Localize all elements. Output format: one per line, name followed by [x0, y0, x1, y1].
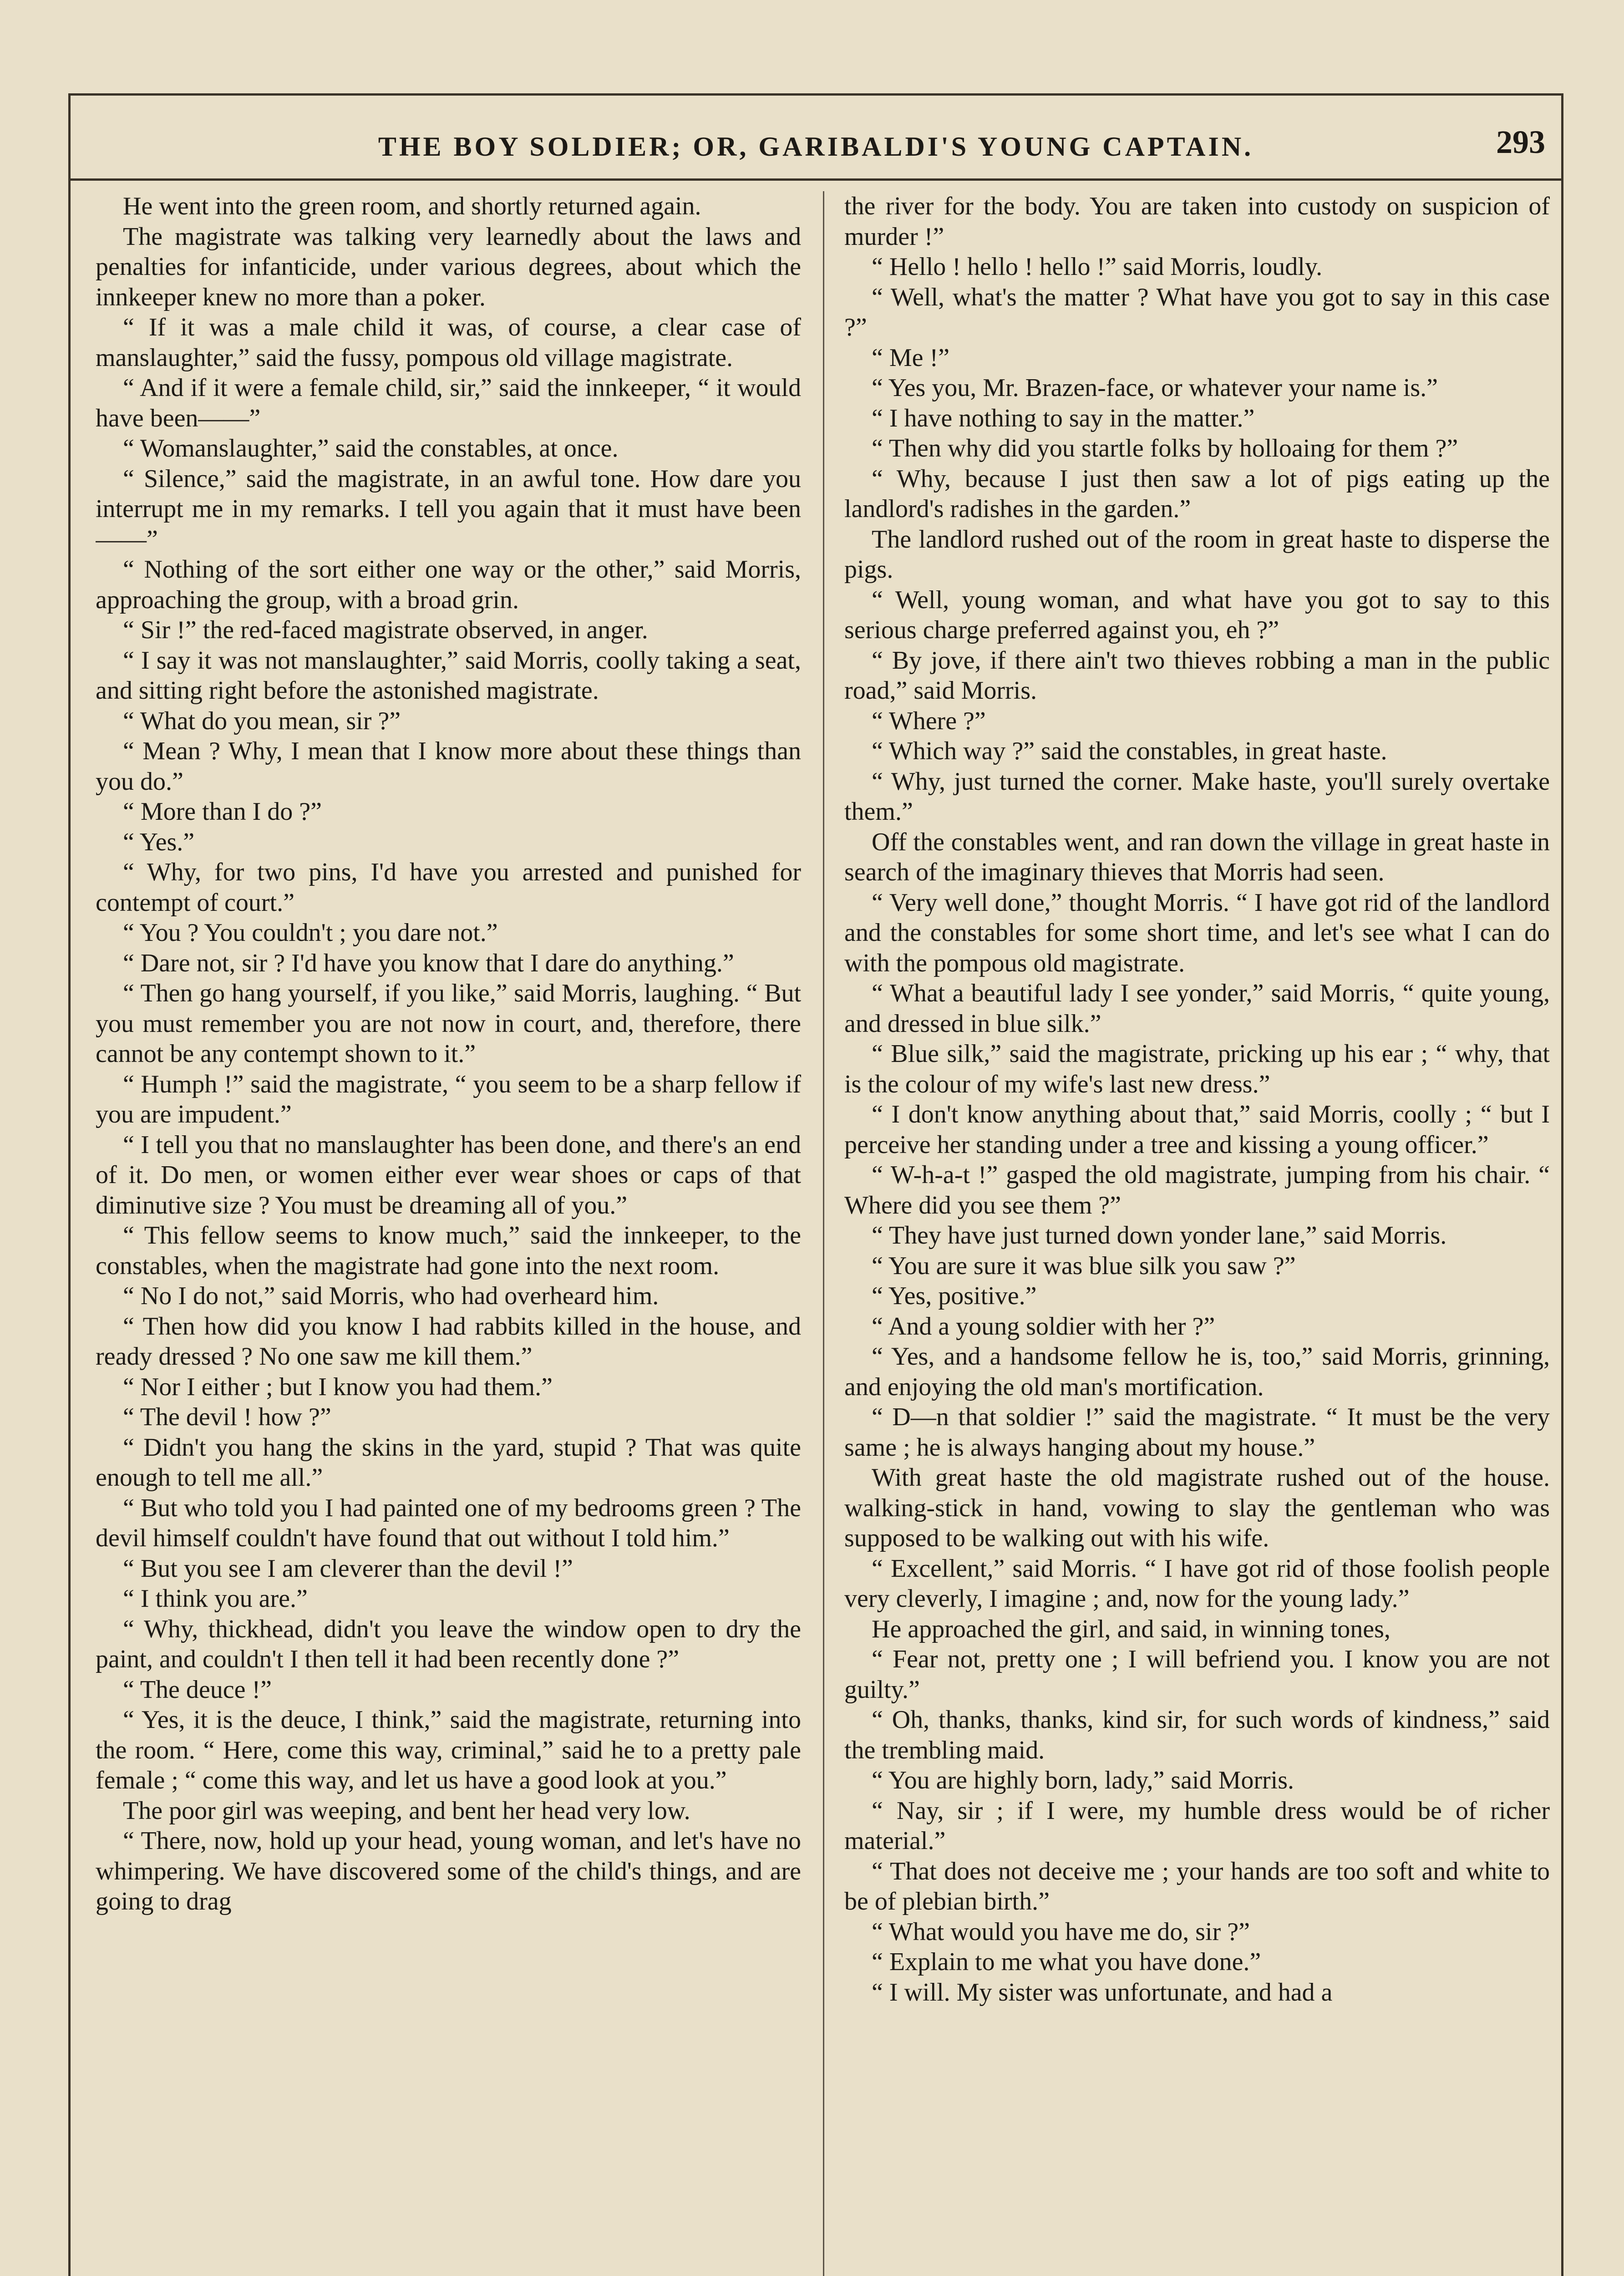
- paragraph: “ There, now, hold up your head, young woman, and let's have no whimpering. We have discovered some of the child's things, and are going to drag: [96, 1827, 801, 1915]
- paragraph: “ Why, because I just then saw a lot of pigs eating up the landlord's radishes in the garden.”: [844, 464, 1550, 523]
- paragraph: He went into the green room, and shortly returned again.: [123, 192, 701, 220]
- paragraph: With great haste the old magistrate rushed out of the house. walking-stick in hand, vowing to slay the gentleman who was supposed to be walking out with his wife.: [844, 1463, 1550, 1552]
- paragraph: “ Then how did you know I had rabbits killed in the house, and ready dressed ? No one saw me kill them.”: [96, 1312, 801, 1371]
- paragraph: “ Hello ! hello ! hello !” said Morris, loudly.: [872, 253, 1323, 281]
- paragraph: “ I say it was not manslaughter,” said Morris, coolly taking a seat, and sitting right before the astonished magistrate.: [96, 646, 801, 705]
- paragraph: Off the constables went, and ran down the village in great haste in search of the imaginary thieves that Morris had seen.: [844, 828, 1550, 886]
- paragraph: “ Why, for two pins, I'd have you arrested and punished for contempt of court.”: [96, 858, 801, 917]
- paragraph: “ Dare not, sir ? I'd have you know that I dare do anything.”: [123, 949, 734, 977]
- paragraph: “ But who told you I had painted one of my bedrooms green ? The devil himself couldn't have found that out without I told him.”: [96, 1494, 801, 1552]
- paragraph: He approached the girl, and said, in winning tones,: [872, 1615, 1391, 1643]
- paragraph: “ Which way ?” said the constables, in great haste.: [872, 737, 1387, 765]
- paragraph: “ Why, just turned the corner. Make haste, you'll surely overtake them.”: [844, 767, 1550, 826]
- paragraph: “ By jove, if there ain't two thieves robbing a man in the public road,” said Morris.: [844, 646, 1550, 705]
- paragraph: “ D—n that soldier !” said the magistrate. “ It must be the very same ; he is always hanging about my house.”: [844, 1403, 1550, 1462]
- paragraph: “ What would you have me do, sir ?”: [872, 1917, 1250, 1946]
- paragraph: “ Well, young woman, and what have you got to say to this serious charge preferred against you, eh ?”: [844, 585, 1550, 644]
- paragraph: “ They have just turned down yonder lane,” said Morris.: [872, 1221, 1447, 1250]
- paragraph: “ Nay, sir ; if I were, my humble dress would be of richer material.”: [844, 1796, 1550, 1855]
- paragraph: “ Womanslaughter,” said the constables, at once.: [123, 434, 619, 462]
- paragraph: The poor girl was weeping, and bent her head very low.: [123, 1796, 690, 1825]
- paragraph: “ Excellent,” said Morris. “ I have got rid of those foolish people very cleverly, I imagine ; and, now for the young lady.”: [844, 1554, 1550, 1613]
- column-divider: [823, 191, 824, 2276]
- paragraph: “ What do you mean, sir ?”: [123, 706, 401, 735]
- paragraph: “ The devil ! how ?”: [123, 1403, 331, 1431]
- paragraph: “ Humph !” said the magistrate, “ you seem to be a sharp fellow if you are impudent.”: [96, 1070, 801, 1128]
- paragraph: “ I think you are.”: [123, 1585, 308, 1613]
- paragraph: “ Silence,” said the magistrate, in an awful tone. How dare you interrupt me in my remarks. I tell you again that it must have been——”: [96, 464, 801, 554]
- paragraph: “ Explain to me what you have done.”: [872, 1948, 1261, 1976]
- paragraph: “ Mean ? Why, I mean that I know more about these things than you do.”: [96, 737, 801, 796]
- paragraph: “ No I do not,” said Morris, who had overheard him.: [123, 1282, 659, 1310]
- paragraph: The magistrate was talking very learnedly about the laws and penalties for infanticide, under various degrees, about which the innkeeper knew no more than a poker.: [96, 222, 801, 311]
- running-title: THE BOY SOLDIER; OR, GARIBALDI'S YOUNG CAPTAIN.: [378, 132, 1254, 162]
- paragraph: “ Yes, and a handsome fellow he is, too,” said Morris, grinning, and enjoying the old man's mortification.: [844, 1342, 1550, 1401]
- paragraph: “ More than I do ?”: [123, 798, 322, 826]
- paragraph: “ And if it were a female child, sir,” said the innkeeper, “ it would have been——”: [96, 374, 801, 432]
- paragraph: “ Nothing of the sort either one way or the other,” said Morris, approaching the group, with a broad grin.: [96, 555, 801, 614]
- paragraph: “ Yes you, Mr. Brazen-face, or whatever your name is.”: [872, 374, 1438, 402]
- paragraph: “ Why, thickhead, didn't you leave the window open to dry the paint, and couldn't I then tell it had been recently done ?”: [96, 1615, 801, 1673]
- continuation-paragraph: the river for the body. You are taken into custody on suspicion of murder !”: [844, 192, 1550, 251]
- paragraph: “ Yes, it is the deuce, I think,” said the magistrate, returning into the room. “ Here, come this way, criminal,” said he to a pretty pale female ; “ come this way, and let us have a good look at you.”: [96, 1706, 801, 1794]
- paragraph: “ You are sure it was blue silk you saw ?”: [872, 1251, 1296, 1280]
- paragraph: “ Then why did you startle folks by holloaing for them ?”: [872, 434, 1458, 462]
- paragraph: “ Didn't you hang the skins in the yard, stupid ? That was quite enough to tell me all.”: [96, 1433, 801, 1492]
- paragraph: “ Fear not, pretty one ; I will befriend you. I know you are not guilty.”: [844, 1645, 1550, 1704]
- paragraph: “ What a beautiful lady I see yonder,” said Morris, “ quite young, and dressed in blue silk.”: [844, 979, 1550, 1038]
- paragraph: “ This fellow seems to know much,” said the innkeeper, to the constables, when the magistrate had gone into the next room.: [96, 1221, 801, 1280]
- left-column: [96, 191, 801, 2276]
- paragraph: “ Where ?”: [872, 706, 986, 735]
- paragraph: “ That does not deceive me ; your hands are too soft and white to be of plebian birth.”: [844, 1857, 1550, 1915]
- paragraph: “ The deuce !”: [123, 1675, 272, 1704]
- paragraph: “ You ? You couldn't ; you dare not.”: [123, 919, 498, 947]
- paragraph: “ W-h-a-t !” gasped the old magistrate, jumping from his chair. “ Where did you see them ?”: [844, 1161, 1550, 1219]
- paragraph: “ Very well done,” thought Morris. “ I have got rid of the landlord and the constables for some short time, and let's see what I can do with the pompous old magistrate.: [844, 888, 1550, 977]
- paragraph: “ Yes, positive.”: [872, 1282, 1037, 1310]
- paragraph: “ Nor I either ; but I know you had them.”: [123, 1372, 553, 1401]
- paragraph: “ I tell you that no manslaughter has been done, and there's an end of it. Do men, or women either ever wear shoes or caps of that diminutive size ? You must be dreaming all of you.”: [96, 1130, 801, 1219]
- paragraph: “ You are highly born, lady,” said Morris.: [872, 1766, 1294, 1794]
- paragraph: “ Sir !” the red-faced magistrate observed, in anger.: [123, 616, 648, 644]
- paragraph: “ Me !”: [872, 343, 950, 372]
- paragraph: The landlord rushed out of the room in great haste to disperse the pigs.: [844, 525, 1550, 584]
- header-rule: [68, 178, 1563, 181]
- paragraph: “ I don't know anything about that,” said Morris, coolly ; “ but I perceive her standing under a tree and kissing a young officer.”: [844, 1100, 1550, 1159]
- paragraph: “ Blue silk,” said the magistrate, pricking up his ear ; “ why, that is the colour of my wife's last new dress.”: [844, 1040, 1550, 1098]
- paragraph: “ I will. My sister was unfortunate, and had a: [872, 1978, 1333, 2007]
- paragraph: “ And a young soldier with her ?”: [872, 1312, 1215, 1341]
- paragraph: “ If it was a male child it was, of course, a clear case of manslaughter,” said the fussy, pompous old village magistrate.: [96, 313, 801, 372]
- page-header: [73, 119, 1559, 174]
- paragraph: “ Well, what's the matter ? What have you got to say in this case ?”: [844, 283, 1550, 341]
- paragraph: “ Yes.”: [123, 828, 195, 856]
- paragraph: “ I have nothing to say in the matter.”: [872, 404, 1255, 432]
- paragraph: “ Oh, thanks, thanks, kind sir, for such words of kindness,” said the trembling maid.: [844, 1706, 1550, 1764]
- page-number: 293: [1496, 124, 1545, 160]
- right-column: [844, 191, 1550, 2276]
- paragraph: “ Then go hang yourself, if you like,” said Morris, laughing. “ But you must remember you are not now in court, and, therefore, there cannot be any contempt shown to it.”: [96, 979, 801, 1068]
- paragraph: “ But you see I am cleverer than the devil !”: [123, 1554, 573, 1583]
